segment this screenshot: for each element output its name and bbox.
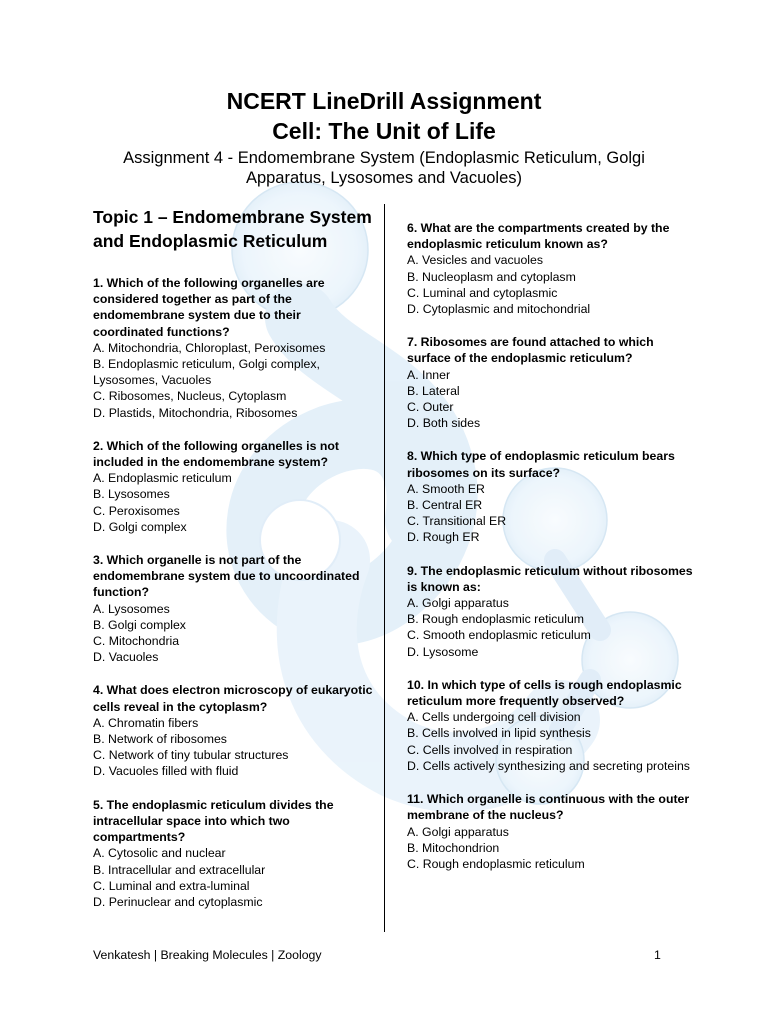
option-b: B. Lateral: [407, 383, 460, 398]
question-block: [93, 275, 373, 421]
option-b: B. Central ER: [407, 498, 483, 513]
left-column: [93, 205, 373, 927]
option-a: A. Vesicles and vacuoles: [407, 253, 544, 268]
option-d: D. Lysosome: [407, 644, 479, 659]
question-block: [93, 438, 373, 535]
option-a: A. Endoplasmic reticulum: [93, 471, 232, 486]
question-block: [407, 448, 697, 545]
question-text: 3. Which organelle is not part of the endomembrane system due to uncoordinated function?: [93, 553, 360, 600]
question-text: 8. Which type of endoplasmic reticulum bears ribosomes on its surface?: [407, 449, 675, 480]
question-text: 5. The endoplasmic reticulum divides the intracellular space into which two compartments?: [93, 797, 334, 845]
question-block: [407, 791, 697, 872]
option-d: D. Rough ER: [407, 530, 480, 545]
question-text: 2. Which of the following organelles is not included in the endomembrane system?: [93, 438, 339, 470]
topic-heading: Topic 1 – Endomembrane System and Endoplasmic Reticulum: [93, 207, 372, 251]
page-number: 1: [654, 948, 661, 962]
question-block: [93, 552, 373, 665]
option-a: A. Cytosolic and nuclear: [93, 846, 226, 861]
option-d: D. Perinuclear and cytoplasmic: [93, 894, 263, 909]
option-c: C. Ribosomes, Nucleus, Cytoplasm: [93, 389, 287, 404]
option-a: A. Lysosomes: [93, 601, 170, 616]
option-c: C. Cells involved in respiration: [407, 742, 573, 757]
question-text: 9. The endoplasmic reticulum without ribosomes is known as:: [407, 563, 693, 594]
question-text: 10. In which type of cells is rough endoplasmic reticulum more frequently observed?: [407, 677, 682, 709]
option-b: B. Nucleoplasm and cytoplasm: [407, 269, 576, 284]
question-text: 6. What are the compartments created by the endoplasmic reticulum known as?: [407, 221, 670, 252]
option-c: C. Transitional ER: [407, 514, 507, 529]
question-text: 11. Which organelle is continuous with the outer membrane of the nucleus?: [407, 792, 690, 823]
question-block: [407, 677, 697, 774]
option-c: C. Outer: [407, 400, 454, 415]
assignment-subtitle: Assignment 4 - Endomembrane System (Endoplasmic Reticulum, Golgi Apparatus, Lysosomes and Vacuoles): [123, 149, 645, 187]
option-b: B. Cells involved in lipid synthesis: [407, 726, 591, 741]
question-text: 7. Ribosomes are found attached to which surface of the endoplasmic reticulum?: [407, 335, 654, 366]
option-b: B. Endoplasmic reticulum, Golgi complex, Lysosomes, Vacuoles: [93, 357, 320, 388]
question-block: [407, 334, 697, 431]
option-b: B. Golgi complex: [93, 617, 186, 632]
option-a: A. Mitochondria, Chloroplast, Peroxisomes: [93, 340, 326, 355]
option-a: A. Smooth ER: [407, 481, 485, 496]
option-d: D. Cells actively synthesizing and secreting proteins: [407, 758, 690, 773]
option-c: C. Network of tiny tubular structures: [93, 748, 289, 763]
chapter-title: Cell: The Unit of Life: [272, 118, 496, 144]
option-d: D. Vacuoles filled with fluid: [93, 764, 239, 779]
option-a: A. Inner: [407, 367, 451, 382]
column-divider: [384, 204, 385, 932]
option-d: D. Both sides: [407, 416, 481, 431]
option-c: C. Rough endoplasmic reticulum: [407, 856, 585, 871]
option-a: A. Golgi apparatus: [407, 596, 509, 611]
option-b: B. Network of ribosomes: [93, 732, 227, 747]
question-block: [407, 220, 697, 317]
option-d: D. Vacuoles: [93, 650, 159, 665]
option-b: B. Mitochondrion: [407, 840, 500, 855]
option-a: A. Chromatin fibers: [93, 715, 199, 730]
option-b: B. Rough endoplasmic reticulum: [407, 612, 585, 627]
right-column: [407, 220, 697, 889]
option-c: C. Smooth endoplasmic reticulum: [407, 628, 591, 643]
question-text: 4. What does electron microscopy of eukaryotic cells reveal in the cytoplasm?: [93, 683, 373, 714]
question-block: [407, 563, 697, 660]
question-block: [93, 682, 373, 779]
question-text: 1. Which of the following organelles are considered together as part of the endomembrane system due to their coordinated functions?: [93, 276, 325, 339]
footer-credit: Venkatesh | Breaking Molecules | Zoology: [93, 948, 322, 962]
option-d: D. Golgi complex: [93, 519, 187, 534]
option-a: A. Golgi apparatus: [407, 824, 509, 839]
document-title: NCERT LineDrill Assignment: [226, 88, 542, 114]
option-c: C. Luminal and cytoplasmic: [407, 285, 558, 300]
option-c: C. Peroxisomes: [93, 503, 180, 518]
option-a: A. Cells undergoing cell division: [407, 710, 581, 725]
option-b: B. Intracellular and extracellular: [93, 862, 266, 877]
option-d: D. Plastids, Mitochondria, Ribosomes: [93, 405, 298, 420]
option-c: C. Luminal and extra-luminal: [93, 878, 250, 893]
question-block: [93, 797, 373, 910]
option-c: C. Mitochondria: [93, 634, 180, 649]
option-b: B. Lysosomes: [93, 487, 170, 502]
option-d: D. Cytoplasmic and mitochondrial: [407, 302, 591, 317]
